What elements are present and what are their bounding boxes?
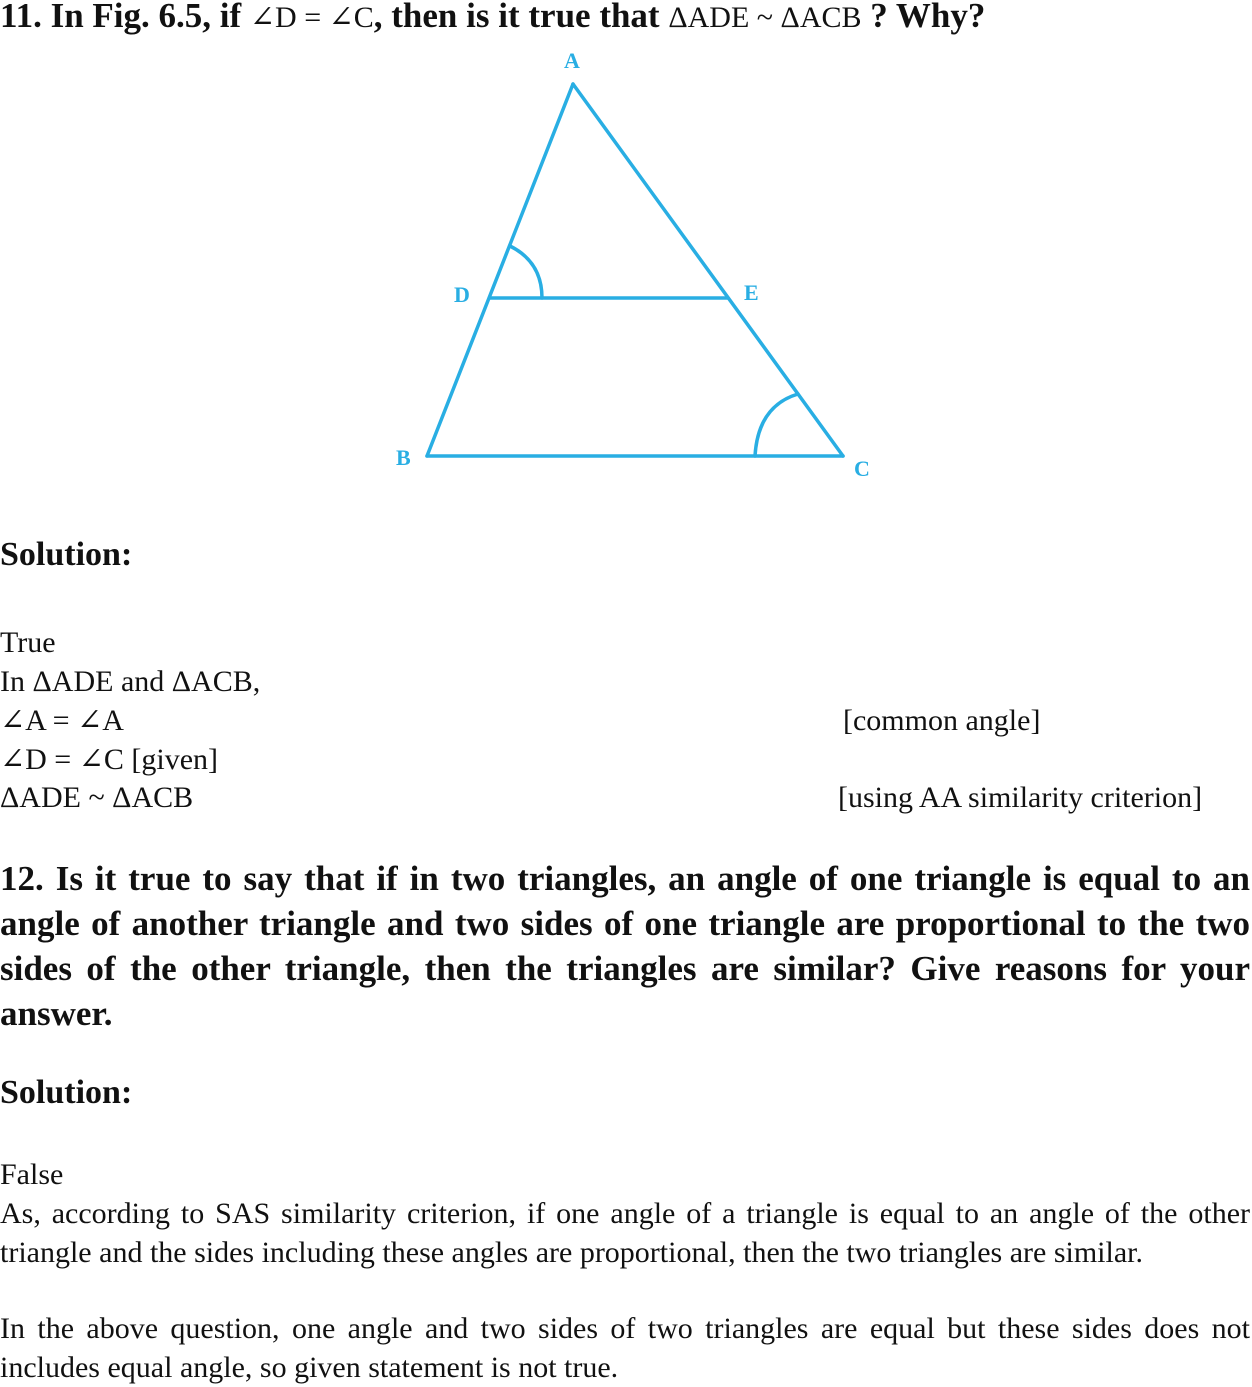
solution-line: In ΔADE and ΔACB, (0, 665, 261, 698)
answer-true: True (0, 626, 56, 659)
vertex-label-c: C (854, 456, 870, 481)
solution-line: ∠A = ∠A (0, 704, 124, 737)
question-text: ? Why? (870, 0, 986, 35)
reason-common-angle: [common angle] (843, 704, 1041, 737)
angle-condition: ∠D = ∠C (249, 1, 374, 34)
question-text: , then is it true that (373, 0, 660, 35)
explanation-paragraph: As, according to SAS similarity criterion, if one angle of a triangle is equal to an angle of the other triangle and the sides including these angles are proportional, then the two triangles are similar. (0, 1197, 1250, 1269)
side-ab (427, 84, 573, 456)
triangle-figure (380, 40, 900, 490)
explanation-paragraph: In the above question, one angle and two sides of two triangles are equal but these sides does not includes equal angle, so given statement is not true. (0, 1312, 1250, 1384)
vertex-label-d: D (454, 282, 470, 307)
reason-aa-criterion: [using AA similarity criterion] (838, 781, 1203, 814)
question-text: In Fig. 6.5, if (50, 0, 242, 35)
question-12-text: 12. Is it true to say that if in two triangles, an angle of one triangle is equal to an angle of another triangle and two sides of one triangle are proportional to the two sides of the other triangle, then the triangles are similar? Give reasons for your answer. (0, 859, 1250, 1033)
solution-line: ΔADE ~ ΔACB (0, 781, 194, 814)
vertex-label-b: B (396, 445, 411, 470)
question-number: 11. (0, 0, 42, 35)
angle-d-arc (510, 246, 542, 298)
vertex-label-a: A (564, 48, 580, 73)
solution-heading: Solution: (0, 1074, 133, 1111)
question-11-title (0, 0, 985, 38)
solution-line: ∠D = ∠C [given] (0, 743, 218, 776)
solution-heading: Solution: (0, 536, 133, 573)
side-ac (573, 84, 843, 456)
answer-false: False (0, 1158, 64, 1191)
angle-c-arc (755, 394, 798, 456)
vertex-label-e: E (744, 280, 759, 305)
similarity-statement: ΔADE ~ ΔACB (668, 1, 862, 34)
